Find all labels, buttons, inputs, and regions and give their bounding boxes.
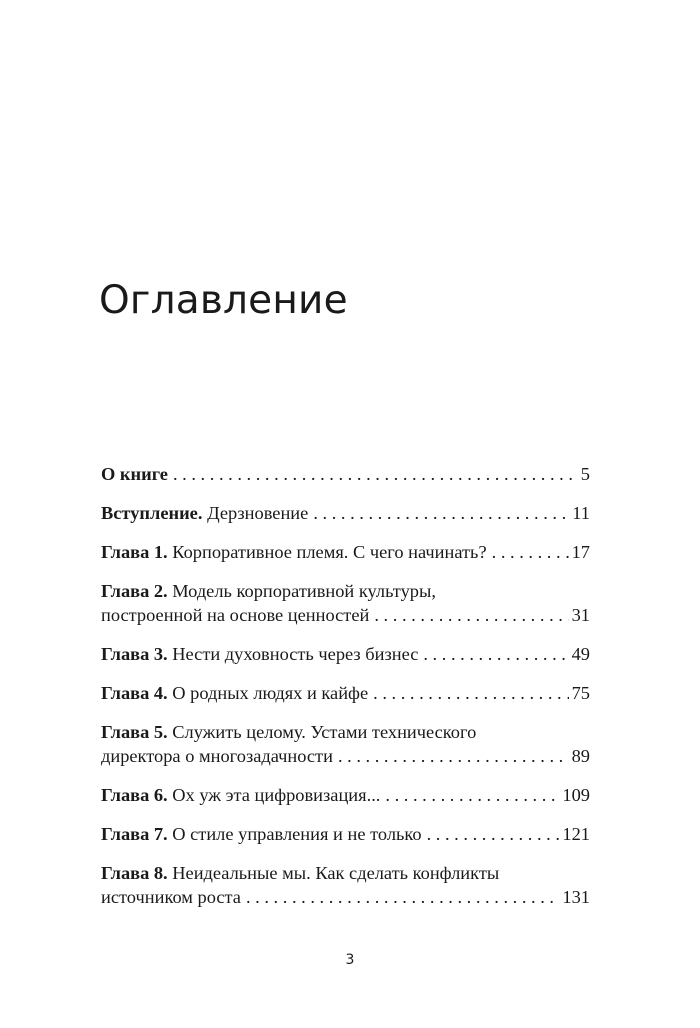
toc-title: О стиле управления и не только (172, 824, 422, 844)
toc-label: Глава 4. (101, 683, 168, 703)
toc-page-number: 89 (571, 746, 590, 766)
toc-page-number: 109 (562, 785, 590, 805)
dot-leader (173, 462, 578, 486)
toc-title: О родных людях и кайфе (172, 683, 369, 703)
toc-entry-chapter-2 (101, 579, 590, 627)
toc-label: Вступление. (101, 503, 203, 523)
toc-title: Модель корпоративной культуры, (172, 581, 436, 601)
toc-title-continued: построенной на основе ценностей (101, 605, 370, 625)
dot-leader (427, 822, 560, 846)
dot-leader (373, 681, 568, 705)
toc-title-continued: источником роста (101, 887, 241, 907)
toc-entry-chapter-4 (101, 681, 590, 705)
toc-label: Глава 5. (101, 722, 168, 742)
toc-entry-intro (101, 501, 590, 525)
dot-leader (492, 540, 569, 564)
toc-entry-chapter-1 (101, 540, 590, 564)
dot-leader (374, 603, 568, 627)
toc-entry-chapter-8 (101, 861, 590, 909)
toc-label: Глава 2. (101, 581, 168, 601)
toc-title: Ох уж эта цифровизация... (172, 785, 381, 805)
toc-page-number: 131 (562, 887, 590, 907)
table-of-contents (101, 462, 590, 924)
toc-title: Нести духовность через бизнес (172, 644, 419, 664)
toc-page-number: 75 (571, 683, 590, 703)
toc-label: О книге (101, 464, 168, 484)
toc-page-number: 31 (571, 605, 590, 625)
dot-leader (385, 783, 559, 807)
page-number: 3 (345, 952, 355, 968)
toc-title: Неидеальные мы. Как сделать конфликты (172, 863, 500, 883)
dot-leader (423, 642, 568, 666)
toc-title: Дерзновение (207, 503, 309, 523)
toc-page-number: 121 (562, 824, 590, 844)
toc-title: Служить целому. Устами технического (172, 722, 477, 742)
dot-leader (338, 744, 569, 768)
page-title: Оглавление (99, 278, 348, 323)
toc-title-continued: директора о многозадачности (101, 746, 333, 766)
toc-entry-chapter-6 (101, 783, 590, 807)
toc-page-number: 5 (580, 464, 590, 484)
toc-entry-chapter-3 (101, 642, 590, 666)
toc-entry-chapter-7 (101, 822, 590, 846)
toc-label: Глава 8. (101, 863, 168, 883)
toc-entry-chapter-5 (101, 720, 590, 768)
toc-page-number: 11 (572, 503, 590, 523)
toc-label: Глава 1. (101, 542, 168, 562)
toc-title: Корпоративное племя. С чего начинать? (172, 542, 487, 562)
toc-entry-about (101, 462, 590, 486)
toc-label: Глава 3. (101, 644, 168, 664)
dot-leader (313, 501, 569, 525)
toc-label: Глава 6. (101, 785, 168, 805)
toc-page-number: 49 (571, 644, 590, 664)
toc-page-number: 17 (571, 542, 590, 562)
dot-leader (246, 885, 559, 909)
toc-label: Глава 7. (101, 824, 168, 844)
